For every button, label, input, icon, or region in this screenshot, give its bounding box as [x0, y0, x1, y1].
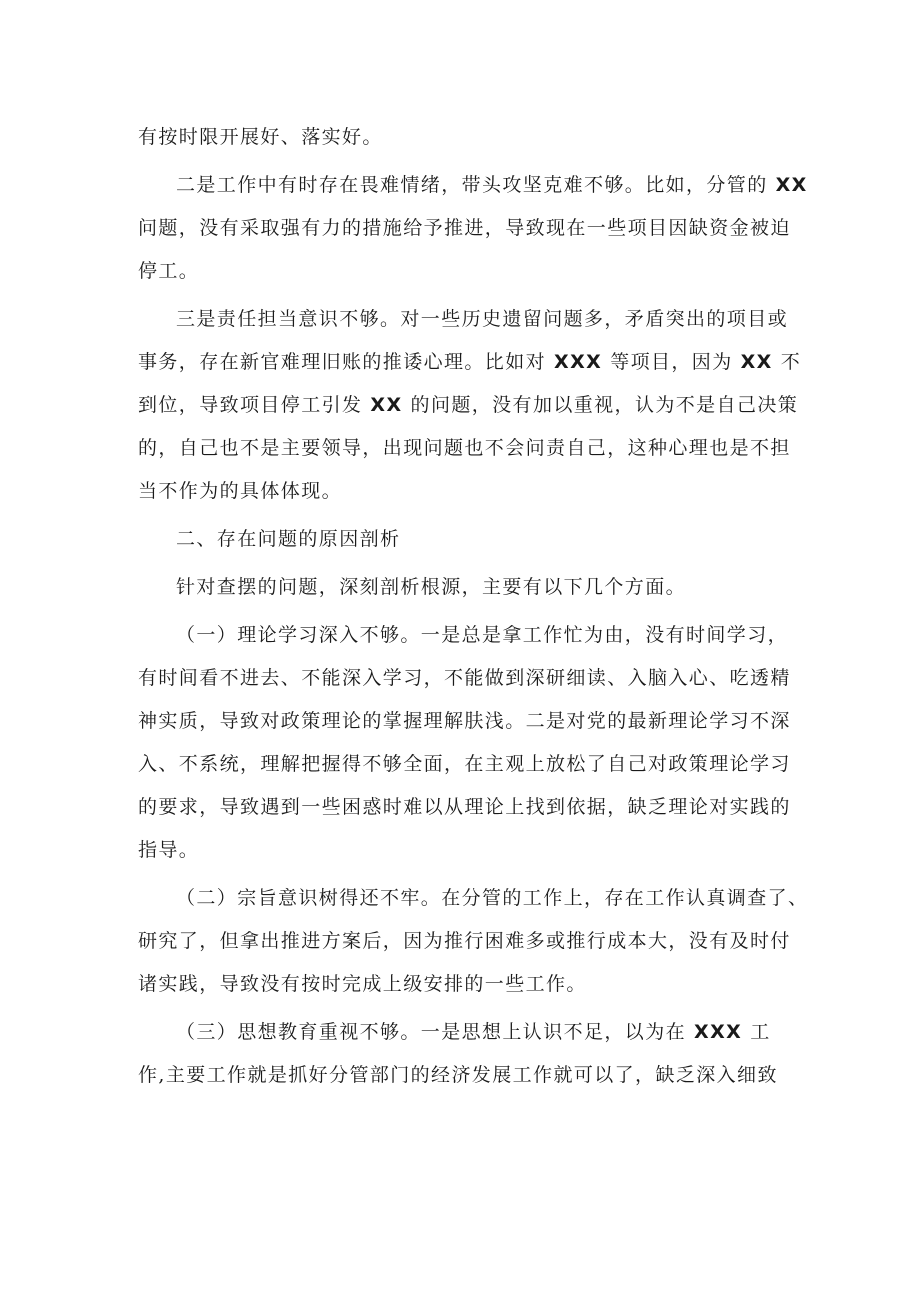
text-line: 研究了，但拿出推进方案后，因为推行困难多或推行成本大，没有及时付	[138, 930, 791, 952]
placeholder-term: XXX	[686, 1021, 751, 1043]
text-line: 停工。	[138, 260, 200, 282]
text-line: 的，自己也不是主要领导，出现问题也不会问责自己，这种心理也是不担	[138, 437, 791, 459]
text-line: 二是工作中有时存在畏难情绪，带头攻坚克难不够。比如，分管的 XX	[176, 174, 808, 196]
paragraph-responsibility	[138, 298, 802, 513]
text-line: 神实质，导致对政策理论的掌握理解肤浅。二是对党的最新理论学习不深	[138, 710, 791, 732]
text-line: 诸实践，导致没有按时完成上级安排的一些工作。	[138, 973, 587, 995]
paragraph-ideological-education	[138, 1011, 794, 1097]
text-line: （二）宗旨意识树得还不牢。在分管的工作上，存在工作认真调查了、	[176, 887, 809, 909]
paragraph-intro	[138, 566, 794, 609]
paragraph-fear-of-difficulty	[138, 164, 808, 293]
placeholder-term: XXX	[546, 351, 611, 373]
paragraph-theory-study	[138, 614, 794, 872]
paragraph-purpose-awareness	[138, 877, 809, 1006]
placeholder-term: XX	[362, 394, 411, 416]
document-body	[138, 116, 809, 1102]
text-line: 有时间看不进去、不能深入学习，不能做到深研细读、入脑入心、吃透精	[138, 667, 791, 689]
text-line: 的要求，导致遇到一些困惑时难以从理论上找到依据，缺乏理论对实践的	[138, 796, 791, 818]
text-line: 三是责任担当意识不够。对一些历史遗留问题多，矛盾突出的项目或	[176, 308, 789, 330]
heading-text: 二、存在问题的原因剖析	[176, 528, 401, 550]
paragraph-continuation	[138, 116, 794, 159]
text-line: （一）理论学习深入不够。一是总是拿工作忙为由，没有时间学习，	[176, 624, 789, 646]
text-line: 入、不系统，理解把握得不够全面，在主观上放松了自己对政策理论学习	[138, 753, 791, 775]
text-line: 针对查摆的问题，深刻剖析根源，主要有以下几个方面。	[176, 576, 687, 598]
text-line: 指导。	[138, 839, 200, 861]
text-line: 问题，没有采取强有力的措施给予推进，导致现在一些项目因缺资金被迫	[138, 217, 791, 239]
placeholder-term: XX	[767, 174, 808, 196]
text-line: 作,主要工作就是抓好分管部门的经济发展工作就可以了，缺乏深入细致	[138, 1064, 778, 1086]
text-line: 当不作为的具体体现。	[138, 480, 343, 502]
text-line: 事务，存在新官难理旧账的推诿心理。比如对 XXX 等项目，因为 XX 不	[138, 351, 802, 373]
text-line: 有按时限开展好、落实好。	[138, 126, 383, 148]
text-line: （三）思想教育重视不够。一是思想上认识不足，以为在 XXX 工	[176, 1021, 771, 1043]
placeholder-term: XX	[732, 351, 781, 373]
section-heading	[138, 518, 794, 561]
text-line: 到位，导致项目停工引发 XX 的问题，没有加以重视，认为不是自己决策	[138, 394, 799, 416]
